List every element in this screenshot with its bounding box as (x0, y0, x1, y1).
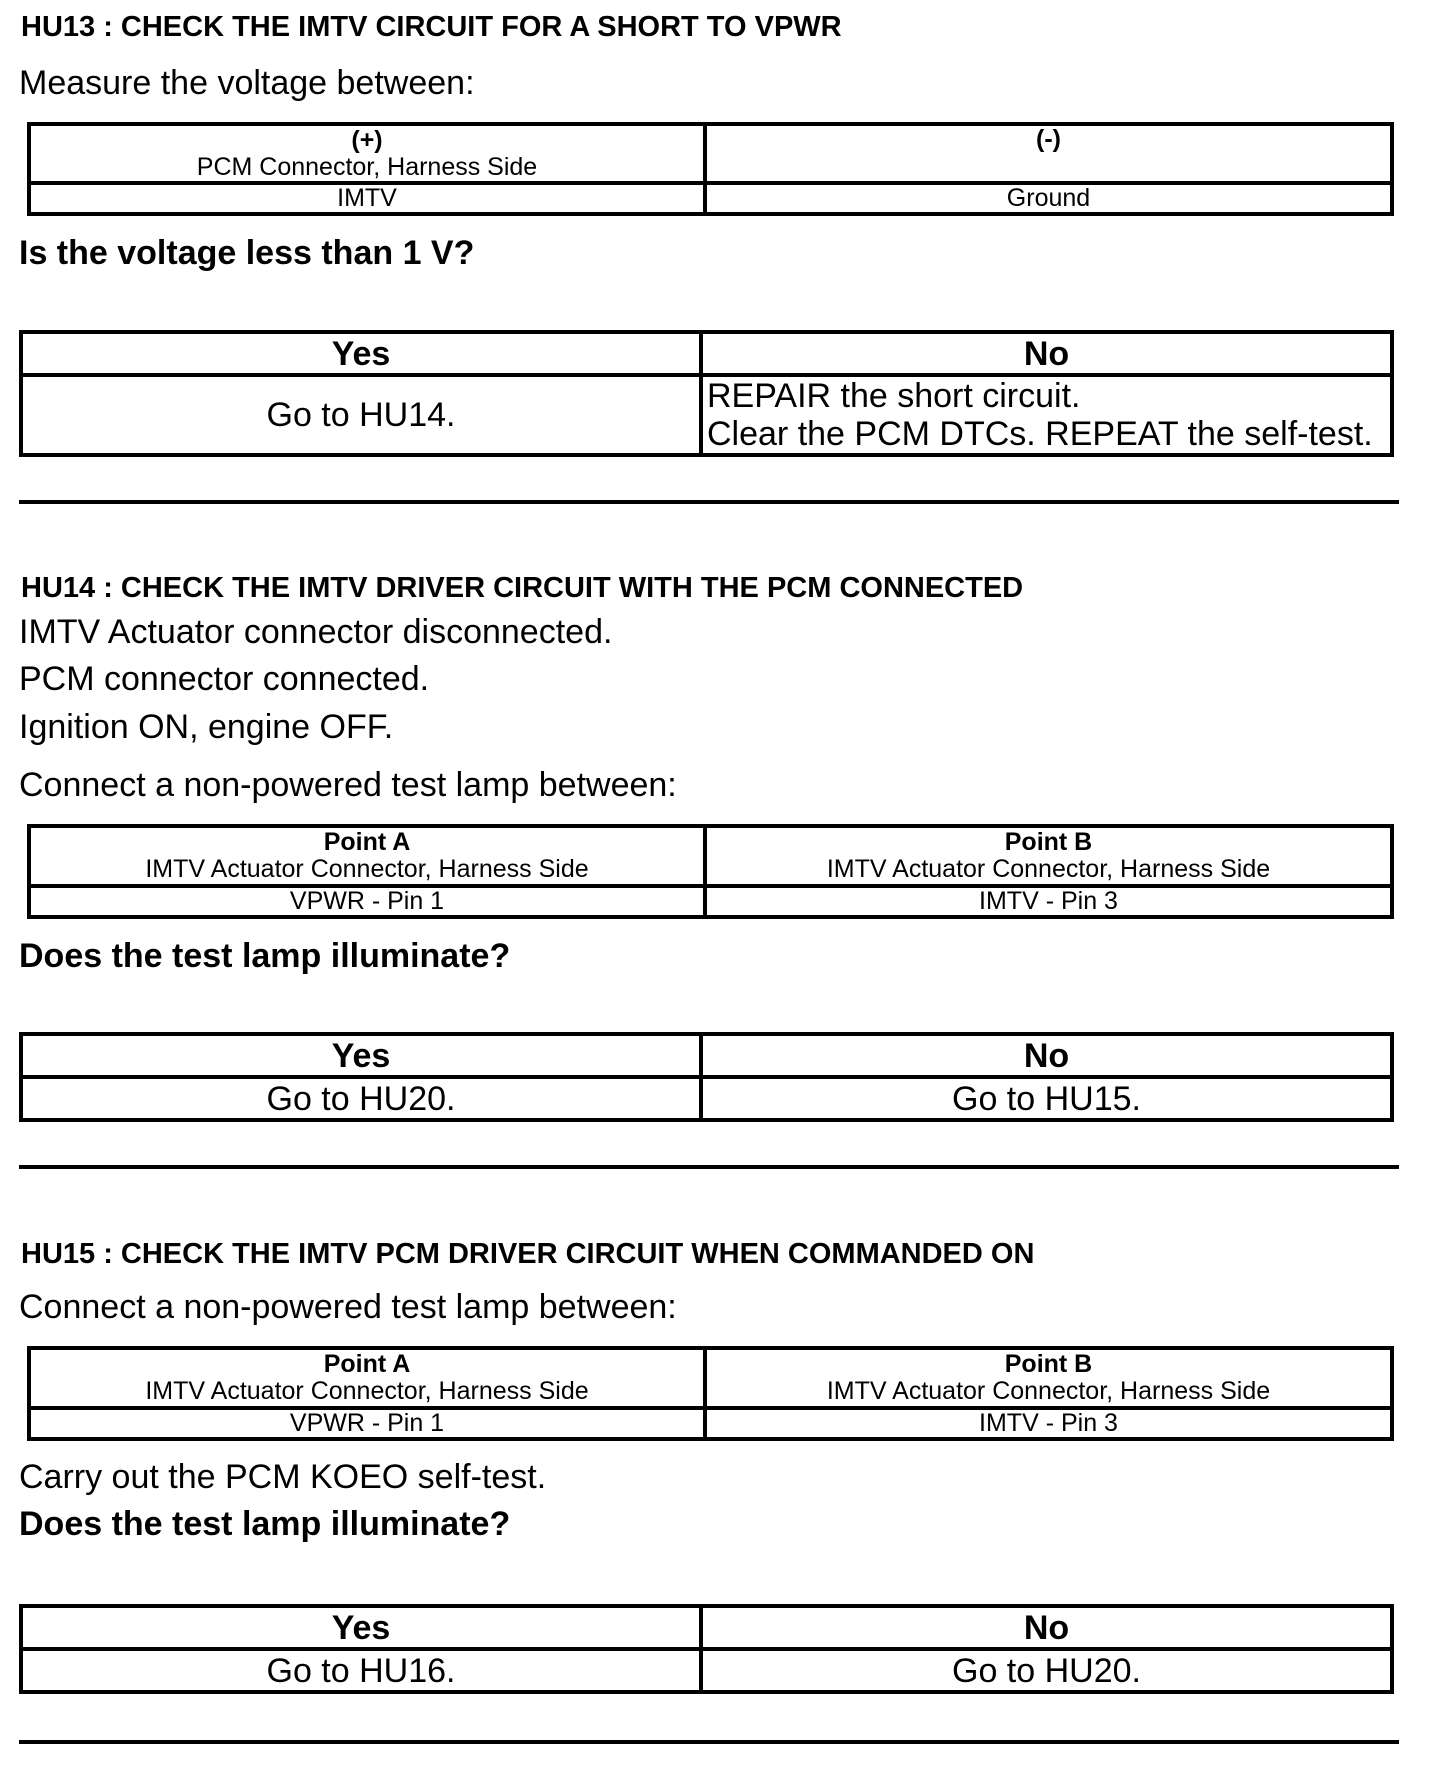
section-divider (19, 1165, 1399, 1169)
hu15-point-a-header-cell (29, 1348, 705, 1408)
hu13-positive-value: IMTV (29, 183, 705, 214)
hu13-question: Is the voltage less than 1 V? (19, 234, 475, 272)
section-divider (19, 500, 1399, 504)
hu14-point-a-label: Point A (323, 828, 411, 856)
hu13-positive-label: (+) (351, 125, 383, 154)
hu15-point-b-value: IMTV - Pin 3 (705, 1408, 1392, 1439)
hu14-condition-2: PCM connector connected. (19, 660, 430, 698)
hu15-yes-label: Yes (21, 1606, 701, 1649)
hu14-condition-3: Ignition ON, engine OFF. (19, 708, 394, 746)
hu14-question: Does the test lamp illuminate? (19, 937, 511, 975)
hu15-step: Carry out the PCM KOEO self-test. (19, 1458, 547, 1496)
hu13-measure-table (27, 122, 1394, 216)
hu13-negative-label: (-) (1036, 125, 1061, 153)
hu13-yes-action: Go to HU14. (21, 375, 701, 455)
hu15-question: Does the test lamp illuminate? (19, 1505, 511, 1543)
section-divider (19, 1740, 1399, 1744)
hu14-intro: Connect a non-powered test lamp between: (19, 766, 677, 804)
hu13-title: HU13 : CHECK THE IMTV CIRCUIT FOR A SHORT TO VPWR (21, 11, 842, 43)
hu15-point-a-value: VPWR - Pin 1 (29, 1408, 705, 1439)
hu15-yes-action: Go to HU16. (21, 1649, 701, 1692)
hu13-no-action (701, 375, 1392, 455)
hu14-point-b-header-cell (705, 826, 1392, 886)
hu14-point-a-header-cell (29, 826, 705, 886)
hu13-result-table (19, 330, 1394, 457)
hu13-no-action-line-2: Clear the PCM DTCs. REPEAT the self-test. (707, 415, 1373, 453)
hu15-point-a-location: IMTV Actuator Connector, Harness Side (145, 1377, 589, 1405)
hu14-yes-label: Yes (21, 1034, 701, 1077)
hu15-point-b-location: IMTV Actuator Connector, Harness Side (826, 1377, 1271, 1405)
hu14-condition-1: IMTV Actuator connector disconnected. (19, 613, 613, 651)
hu14-point-a-value: VPWR - Pin 1 (29, 886, 705, 917)
hu14-yes-action: Go to HU20. (21, 1077, 701, 1120)
hu15-title: HU15 : CHECK THE IMTV PCM DRIVER CIRCUIT WHEN COMMANDED ON (21, 1238, 1035, 1270)
hu14-point-b-label: Point B (1004, 828, 1093, 856)
hu13-yes-label: Yes (21, 332, 701, 375)
hu14-point-a-location: IMTV Actuator Connector, Harness Side (145, 855, 589, 883)
hu14-measure-table (27, 824, 1394, 919)
hu14-result-table (19, 1032, 1394, 1122)
hu15-measure-table (27, 1346, 1394, 1441)
hu13-no-label: No (701, 332, 1392, 375)
hu15-no-label: No (701, 1606, 1392, 1649)
hu14-no-label: No (701, 1034, 1392, 1077)
hu15-point-b-header-cell (705, 1348, 1392, 1408)
hu14-point-b-location: IMTV Actuator Connector, Harness Side (826, 855, 1271, 883)
hu14-point-b-value: IMTV - Pin 3 (705, 886, 1392, 917)
hu15-result-table (19, 1604, 1394, 1694)
hu14-no-action: Go to HU15. (701, 1077, 1392, 1120)
hu13-measure-right-header-cell (705, 124, 1392, 183)
hu15-intro: Connect a non-powered test lamp between: (19, 1288, 677, 1326)
hu13-positive-location: PCM Connector, Harness Side (196, 152, 538, 181)
hu15-no-action: Go to HU20. (701, 1649, 1392, 1692)
hu14-title: HU14 : CHECK THE IMTV DRIVER CIRCUIT WITH THE PCM CONNECTED (21, 572, 1024, 604)
hu15-point-a-label: Point A (323, 1350, 411, 1378)
hu13-measure-left-header-cell (29, 124, 705, 183)
hu13-negative-value: Ground (705, 183, 1392, 214)
hu13-intro: Measure the voltage between: (19, 64, 475, 102)
hu13-no-action-line-1: REPAIR the short circuit. (707, 377, 1081, 415)
hu15-point-b-label: Point B (1004, 1350, 1093, 1378)
